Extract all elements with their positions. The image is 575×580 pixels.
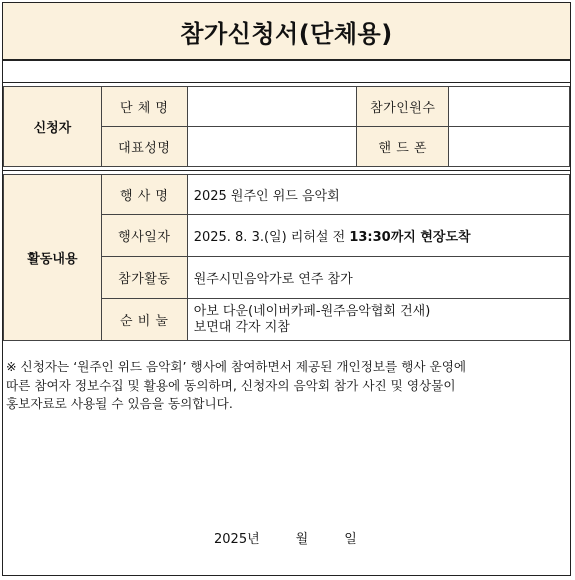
- prep-line-1: 아보 다운(네이버카페-원주음악협회 건새): [193, 303, 431, 319]
- phone-label: 핸 드 폰: [357, 127, 449, 167]
- prep-line-2: 보면대 각자 지참: [193, 319, 290, 335]
- event-date-label: 행사일자: [101, 215, 187, 257]
- event-name-value: 2025 원주인 위드 음악회: [187, 175, 569, 215]
- group-name-label: 단 체 명: [101, 87, 187, 127]
- date-year: 2025년: [214, 532, 260, 547]
- applicant-table: [3, 86, 570, 167]
- signature-date: [214, 528, 357, 547]
- divider: [3, 170, 570, 171]
- representative-label: 대표성명: [101, 127, 187, 167]
- activity-value: 원주시민음악가로 연주 참가: [187, 257, 569, 299]
- divider: [3, 82, 570, 83]
- title-bar: [3, 3, 570, 61]
- activity-label: 참가활동: [101, 257, 187, 299]
- phone-field[interactable]: [449, 127, 570, 167]
- date-day: 일: [344, 532, 357, 547]
- event-date-value: [187, 215, 569, 257]
- page-title: 참가신청서(단체용): [180, 19, 393, 48]
- event-date-emphasis: 13:30까지 현장도착: [349, 230, 471, 245]
- activity-table: [3, 174, 570, 341]
- prep-value: [187, 299, 569, 341]
- group-name-field[interactable]: [187, 87, 357, 127]
- event-name-label: 행 사 명: [101, 175, 187, 215]
- participants-field[interactable]: [449, 87, 570, 127]
- participants-label: 참가인원수: [357, 87, 449, 127]
- consent-notice: ※ 신청자는 ‘원주인 위드 음악회’ 행사에 참여하면서 제공된 개인정보를 행사 운영에 따른 참여자 정보수집 및 활용에 동의하며, 신청자의 음악회 참가 사진 및 영상물이 홍보자료로 사용될 수 있음을 동의합니다.: [6, 359, 467, 411]
- date-month: 월: [295, 532, 309, 547]
- representative-field[interactable]: [187, 127, 357, 167]
- activity-section-label: 활동내용: [4, 175, 102, 341]
- prep-label: 순 비 눌: [101, 299, 187, 341]
- applicant-section-label: 신청자: [4, 87, 102, 167]
- event-date-prefix: 2025. 8. 3.(일) 리허설 전: [193, 230, 350, 245]
